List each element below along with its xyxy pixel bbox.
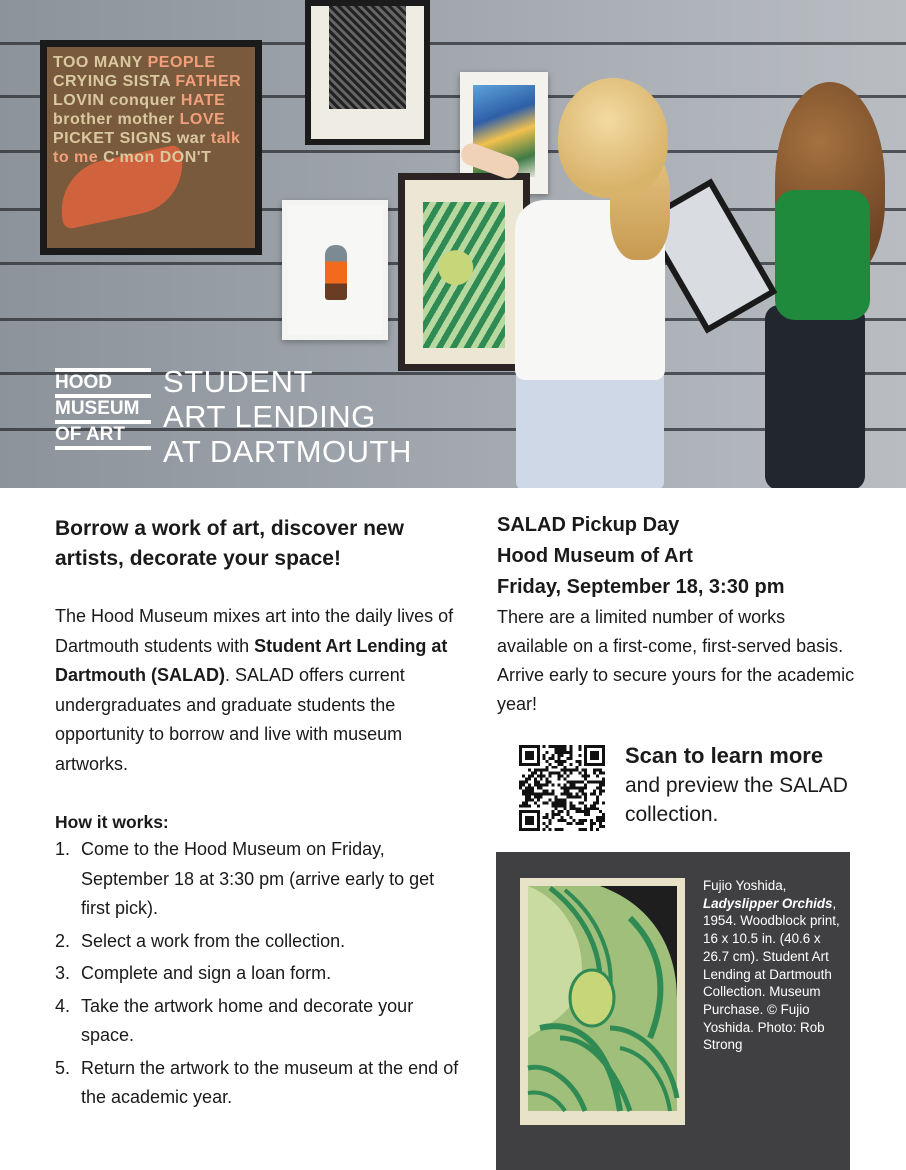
step-item xyxy=(55,835,465,924)
artwork-word: DON'T xyxy=(159,149,212,166)
artwork-word: LOVE xyxy=(179,111,226,128)
qr-code-icon xyxy=(519,745,605,831)
logo-line: HOOD xyxy=(55,372,112,393)
artwork-word: PICKET SIGNS xyxy=(53,130,177,147)
artwork-word: CRYING xyxy=(53,73,123,90)
artwork-words xyxy=(53,53,249,242)
student-2-top xyxy=(775,190,870,320)
artwork-word: PEOPLE xyxy=(147,54,216,71)
framed-orchid-print xyxy=(398,173,530,371)
step-item xyxy=(55,959,465,989)
step-text: Come to the Hood Museum on Friday, September 18 at 3:30 pm (arrive early to get first pick). xyxy=(81,839,435,918)
artwork-word: conquer xyxy=(109,92,181,109)
qr-code[interactable] xyxy=(519,745,605,831)
featured-artwork-panel xyxy=(496,852,850,1170)
scan-text: and preview the SALAD collection. xyxy=(625,774,848,826)
student-1-legs xyxy=(516,365,664,488)
artwork-word: SISTA xyxy=(122,73,176,90)
intro-paragraph xyxy=(55,602,465,779)
step-item xyxy=(55,1054,465,1113)
step-text: Take the artwork home and decorate your space. xyxy=(81,995,414,1045)
event-datetime: Friday, September 18, 3:30 pm xyxy=(497,576,785,598)
scan-title: Scan to learn more xyxy=(625,743,824,768)
artwork-word: mother xyxy=(117,111,180,128)
program-title xyxy=(163,364,412,469)
step-item xyxy=(55,927,465,957)
artwork-caption xyxy=(703,877,841,1054)
event-name: SALAD Pickup Day xyxy=(497,514,680,536)
framed-text-artwork xyxy=(40,40,262,255)
caption-artist: Fujio Yoshida, xyxy=(703,878,787,893)
artwork-word: HATE xyxy=(180,92,226,109)
steps-list xyxy=(55,835,465,1113)
step-number: 4. xyxy=(55,995,71,1016)
ladyslipper-orchids-image xyxy=(520,878,685,1125)
program-title-line: ART LENDING xyxy=(163,399,376,434)
event-info xyxy=(497,510,857,719)
logo-line: OF ART xyxy=(55,424,126,445)
framed-print xyxy=(305,0,430,145)
event-location: Hood Museum of Art xyxy=(497,545,693,567)
framed-figure-drawing xyxy=(282,200,388,340)
artwork-word: brother xyxy=(53,111,118,128)
artwork-word: C'mon xyxy=(103,149,160,166)
step-text: Return the artwork to the museum at the end of the academic year. xyxy=(81,1057,459,1107)
artwork-word: TOO MANY xyxy=(53,54,148,71)
hood-museum-logo xyxy=(55,368,151,450)
step-item xyxy=(55,992,465,1051)
program-name: Student Art Lending at Dartmouth (SALAD) xyxy=(55,635,448,685)
artwork-word: FATHER xyxy=(175,73,242,90)
student-2-legs xyxy=(765,305,865,488)
step-number: 2. xyxy=(55,930,71,951)
step-text: Complete and sign a loan form. xyxy=(81,963,332,983)
artwork-word: war xyxy=(176,130,211,147)
caption-details: , 1954. Woodblock print, 16 x 10.5 in. (40.6 x 26.7 cm). Student Art Lending at Dartmouth Collection. Museum Purchase. © Fujio Yoshida. Photo: Rob Strong xyxy=(703,895,840,1053)
step-number: 3. xyxy=(55,963,71,983)
caption-title: Ladyslipper Orchids xyxy=(703,895,833,911)
logo-line: MUSEUM xyxy=(55,398,140,419)
left-column xyxy=(55,514,465,1116)
student-1-head xyxy=(558,78,668,198)
step-number: 1. xyxy=(55,839,71,859)
intro-text: The Hood Museum mixes art into the daily lives of Dartmouth students with xyxy=(55,606,454,656)
scan-callout xyxy=(625,740,865,829)
headline: Borrow a work of art, discover new artists, decorate your space! xyxy=(55,517,404,570)
artwork-word: talk to me xyxy=(53,130,241,166)
how-it-works-heading: How it works: xyxy=(55,812,169,832)
program-title-line: AT DARTMOUTH xyxy=(163,434,412,469)
program-title-line: STUDENT xyxy=(163,364,313,399)
step-text: Select a work from the collection. xyxy=(81,930,346,951)
artwork-word: LOVIN xyxy=(53,92,110,109)
hero-photo xyxy=(0,0,906,488)
orchid-print-illustration xyxy=(520,878,685,1125)
intro-text-end: . SALAD offers current undergraduates and graduate students the opportunity to borrow and live with museum artworks. xyxy=(55,665,405,774)
event-description: There are a limited number of works available on a first-come, first-served basis. Arrive early to secure yours for the academic year! xyxy=(497,607,855,714)
step-number: 5. xyxy=(55,1057,71,1078)
